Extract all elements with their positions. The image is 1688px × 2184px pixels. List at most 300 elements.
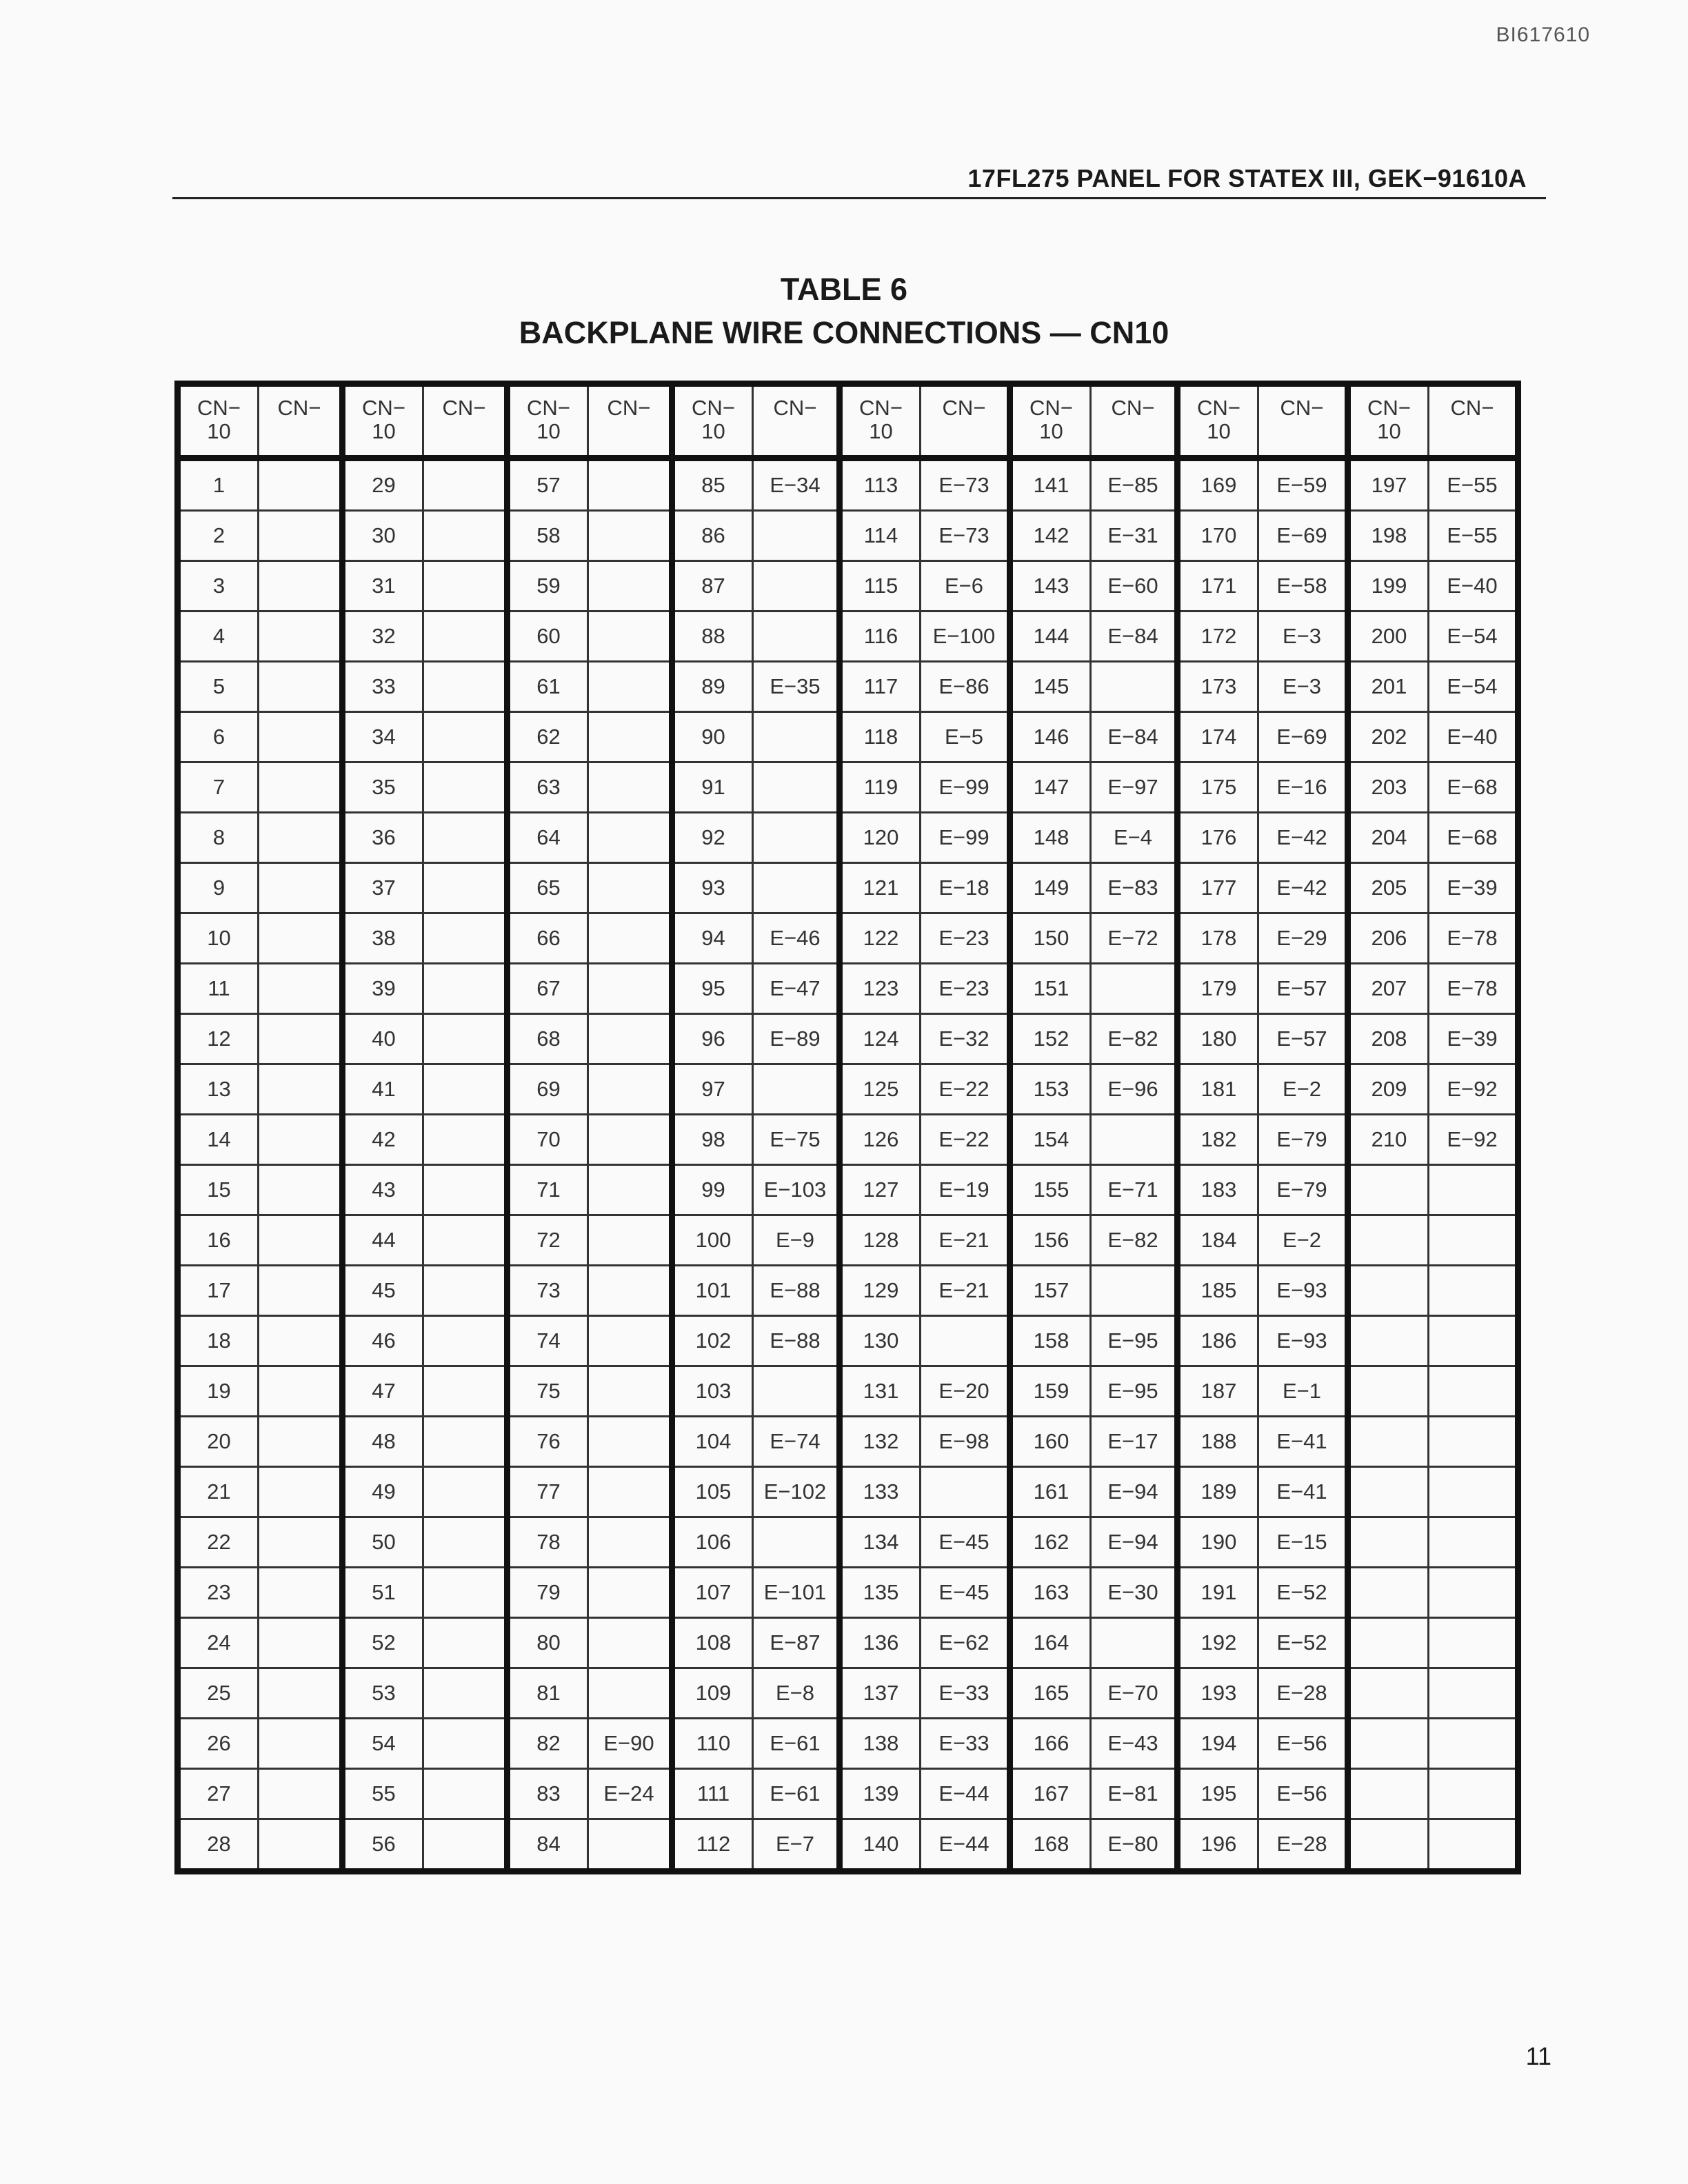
cn10-pin-cell: 127 <box>840 1165 921 1215</box>
cn10-pin-cell: 72 <box>508 1215 588 1266</box>
connection-cell <box>259 1366 343 1417</box>
connection-cell <box>1429 1618 1518 1668</box>
connection-cell: E−19 <box>921 1165 1010 1215</box>
connection-cell: E−2 <box>1258 1215 1348 1266</box>
table-row <box>178 1668 1518 1719</box>
cn10-pin-cell <box>1348 1668 1429 1719</box>
connection-cell: E−45 <box>921 1517 1010 1568</box>
connection-cell: E−95 <box>1091 1316 1178 1366</box>
connection-cell: E−81 <box>1091 1769 1178 1819</box>
connection-cell: E−33 <box>921 1668 1010 1719</box>
connection-cell: E−8 <box>753 1668 840 1719</box>
connection-cell <box>588 1668 672 1719</box>
cn10-pin-cell: 201 <box>1348 662 1429 712</box>
cn10-pin-cell: 193 <box>1178 1668 1258 1719</box>
column-header-line1: CN− <box>1280 396 1324 420</box>
cn10-pin-cell: 209 <box>1348 1064 1429 1115</box>
table-row <box>178 1014 1518 1064</box>
connection-cell: E−75 <box>753 1115 840 1165</box>
cn10-pin-cell: 171 <box>1178 561 1258 611</box>
cn10-pin-cell: 110 <box>672 1719 753 1769</box>
connection-cell: E−74 <box>753 1417 840 1467</box>
column-header <box>508 384 588 458</box>
cn10-pin-cell: 9 <box>178 863 259 913</box>
cn10-pin-cell: 35 <box>343 762 423 813</box>
cn10-pin-cell: 208 <box>1348 1014 1429 1064</box>
connection-cell: E−33 <box>921 1719 1010 1769</box>
cn10-pin-cell <box>1348 1467 1429 1517</box>
column-header <box>1258 384 1348 458</box>
connection-cell: E−9 <box>753 1215 840 1266</box>
cn10-pin-cell: 109 <box>672 1668 753 1719</box>
cn10-pin-cell: 80 <box>508 1618 588 1668</box>
cn10-pin-cell: 1 <box>212 473 225 497</box>
cn10-pin-cell: 69 <box>508 1064 588 1115</box>
connection-cell <box>423 1819 508 1872</box>
cn10-pin-cell: 165 <box>1010 1668 1091 1719</box>
cn10-pin-cell: 42 <box>343 1115 423 1165</box>
connection-cell: E−71 <box>1091 1165 1178 1215</box>
connection-cell: E−94 <box>1091 1467 1178 1517</box>
connection-cell <box>259 611 343 662</box>
cn10-pin-cell: 77 <box>508 1467 588 1517</box>
cn10-pin-cell: 113 <box>840 458 921 511</box>
cn10-pin-cell: 76 <box>508 1417 588 1467</box>
connection-cell <box>588 762 672 813</box>
cn10-pin-cell: 152 <box>1010 1014 1091 1064</box>
connection-cell: E−3 <box>1258 662 1348 712</box>
connection-cell: E−83 <box>1091 863 1178 913</box>
cn10-pin-cell: 86 <box>672 511 753 561</box>
cn10-pin-cell: 85 <box>672 458 753 511</box>
cn10-pin-cell: 156 <box>1010 1215 1091 1266</box>
cn10-pin-cell: 185 <box>1178 1266 1258 1316</box>
connection-cell <box>423 611 508 662</box>
cn10-pin-cell: 38 <box>343 913 423 964</box>
cn10-pin-cell: 188 <box>1178 1417 1258 1467</box>
cn10-pin-cell: 177 <box>1178 863 1258 913</box>
connection-cell <box>423 662 508 712</box>
connection-cell: E−44 <box>921 1769 1010 1819</box>
table-row <box>178 1417 1518 1467</box>
cn10-pin-cell: 134 <box>840 1517 921 1568</box>
cn10-pin-cell: 27 <box>178 1769 259 1819</box>
connection-cell <box>259 913 343 964</box>
connection-cell: E−24 <box>588 1769 672 1819</box>
cn10-pin-cell: 170 <box>1178 511 1258 561</box>
cn10-pin-cell: 169 <box>1178 458 1258 511</box>
connection-cell <box>423 1266 508 1316</box>
column-header-line1: CN− <box>1367 396 1411 420</box>
cn10-pin-cell: 163 <box>1010 1568 1091 1618</box>
cn10-pin-cell: 168 <box>1010 1819 1091 1872</box>
connection-cell: E−23 <box>921 964 1010 1014</box>
connection-cell <box>259 1517 343 1568</box>
cn10-pin-cell: 128 <box>840 1215 921 1266</box>
table-row <box>178 662 1518 712</box>
connection-cell <box>423 1568 508 1618</box>
cn10-pin-cell: 16 <box>178 1215 259 1266</box>
table-row <box>178 1165 1518 1215</box>
cn10-pin-cell: 56 <box>343 1819 423 1872</box>
connection-cell <box>1429 1819 1518 1872</box>
connection-cell: E−39 <box>1429 1014 1518 1064</box>
column-header-line2: 10 <box>869 419 893 443</box>
connection-cell <box>1429 1517 1518 1568</box>
cn10-pin-cell: 11 <box>178 964 259 1014</box>
connection-cell <box>259 1668 343 1719</box>
connection-cell <box>259 1215 343 1266</box>
cn10-pin-cell: 87 <box>672 561 753 611</box>
cn10-pin-cell: 119 <box>840 762 921 813</box>
connection-cell: E−43 <box>1091 1719 1178 1769</box>
connection-cell <box>588 561 672 611</box>
connection-cell: E−1 <box>1258 1366 1348 1417</box>
connection-cell: E−85 <box>1091 458 1178 511</box>
column-header-line2 <box>259 420 339 443</box>
cn10-pin-cell: 53 <box>343 1668 423 1719</box>
cn10-pin-cell: 54 <box>343 1719 423 1769</box>
connection-cell <box>259 762 343 813</box>
column-header-line2: 10 <box>536 419 561 443</box>
cn10-pin-cell: 129 <box>840 1266 921 1316</box>
connection-cell <box>259 813 343 863</box>
cn10-pin-cell: 187 <box>1178 1366 1258 1417</box>
cn10-pin-cell: 52 <box>343 1618 423 1668</box>
page-number: 11 <box>1525 2042 1551 2070</box>
cn10-pin-cell: 183 <box>1178 1165 1258 1215</box>
cn10-pin-cell: 93 <box>672 863 753 913</box>
column-header <box>588 384 672 458</box>
column-header <box>343 384 423 458</box>
connection-cell: E−93 <box>1258 1316 1348 1366</box>
connection-cell <box>423 1467 508 1517</box>
connection-cell: E−57 <box>1258 964 1348 1014</box>
connection-cell <box>259 1719 343 1769</box>
connection-cell: E−79 <box>1258 1165 1348 1215</box>
connection-cell <box>1091 662 1178 712</box>
connection-cell: E−57 <box>1258 1014 1348 1064</box>
cn10-pin-cell: 73 <box>508 1266 588 1316</box>
cn10-pin-cell: 25 <box>178 1668 259 1719</box>
cn10-pin-cell: 174 <box>1178 712 1258 762</box>
cn10-pin-cell: 136 <box>840 1618 921 1668</box>
cn10-pin-cell: 176 <box>1178 813 1258 863</box>
cn10-pin-cell: 4 <box>178 611 259 662</box>
connection-cell <box>423 1165 508 1215</box>
cn10-pin-cell: 6 <box>178 712 259 762</box>
cn10-pin-cell: 194 <box>1178 1719 1258 1769</box>
connection-cell <box>259 1266 343 1316</box>
column-header-line2: 10 <box>1207 419 1231 443</box>
cn10-pin-cell: 195 <box>1178 1769 1258 1819</box>
connection-cell: E−70 <box>1091 1668 1178 1719</box>
connection-cell <box>259 511 343 561</box>
connection-cell <box>753 561 840 611</box>
table-row <box>178 964 1518 1014</box>
connection-cell: E−59 <box>1258 458 1348 511</box>
cn10-pin-cell: 190 <box>1178 1517 1258 1568</box>
connection-cell <box>259 1115 343 1165</box>
cn10-pin-cell: 79 <box>508 1568 588 1618</box>
cn10-pin-cell: 88 <box>672 611 753 662</box>
connection-cell <box>1429 1165 1518 1215</box>
connection-cell: E−98 <box>921 1417 1010 1467</box>
cn10-pin-cell: 99 <box>672 1165 753 1215</box>
connection-cell <box>588 1618 672 1668</box>
cn10-pin-cell: 162 <box>1010 1517 1091 1568</box>
cn10-pin-cell: 89 <box>672 662 753 712</box>
column-header-line2 <box>921 420 1007 443</box>
connection-cell <box>753 813 840 863</box>
column-header-line1: CN− <box>692 396 735 420</box>
cn10-pin-cell: 107 <box>672 1568 753 1618</box>
cn10-pin-cell: 121 <box>840 863 921 913</box>
connection-cell: E−61 <box>753 1719 840 1769</box>
cn10-pin-cell: 172 <box>1178 611 1258 662</box>
connection-cell <box>1091 1266 1178 1316</box>
cn10-pin-cell: 82 <box>508 1719 588 1769</box>
cn10-pin-cell: 48 <box>343 1417 423 1467</box>
cn10-pin-cell: 126 <box>840 1115 921 1165</box>
cn10-pin-cell: 159 <box>1010 1366 1091 1417</box>
connection-cell <box>423 1719 508 1769</box>
cn10-pin-cell: 97 <box>672 1064 753 1115</box>
connection-cell: E−95 <box>1091 1366 1178 1417</box>
cn10-pin-cell: 178 <box>1178 913 1258 964</box>
column-header-line1: CN− <box>1111 396 1155 420</box>
column-header <box>1429 384 1518 458</box>
connection-cell: E−28 <box>1258 1668 1348 1719</box>
connection-cell: E−94 <box>1091 1517 1178 1568</box>
cn10-pin-cell: 62 <box>508 712 588 762</box>
connection-cell: E−92 <box>1429 1064 1518 1115</box>
connection-cell <box>423 1014 508 1064</box>
cn10-pin-cell: 101 <box>672 1266 753 1316</box>
cn10-pin-cell: 147 <box>1010 762 1091 813</box>
table-row <box>178 1618 1518 1668</box>
cn10-pin-cell: 58 <box>508 511 588 561</box>
cn10-pin-cell: 3 <box>178 561 259 611</box>
cn10-pin-cell: 103 <box>672 1366 753 1417</box>
cn10-pin-cell: 102 <box>672 1316 753 1366</box>
cn10-pin-cell: 108 <box>672 1618 753 1668</box>
connection-cell <box>259 964 343 1014</box>
cn10-pin-cell: 50 <box>343 1517 423 1568</box>
cn10-pin-cell: 84 <box>508 1819 588 1872</box>
connection-cell <box>1091 1115 1178 1165</box>
cn10-pin-cell: 90 <box>672 712 753 762</box>
connection-cell: E−103 <box>753 1165 840 1215</box>
cn10-pin-cell: 123 <box>840 964 921 1014</box>
connection-cell: E−92 <box>1429 1115 1518 1165</box>
cn10-pin-cell: 197 <box>1348 458 1429 511</box>
connection-cell: E−23 <box>921 913 1010 964</box>
connection-cell: E−42 <box>1258 863 1348 913</box>
table-row <box>178 1769 1518 1819</box>
connection-cell: E−99 <box>921 762 1010 813</box>
connection-cell: E−30 <box>1091 1568 1178 1618</box>
cn10-pin-cell: 45 <box>343 1266 423 1316</box>
connection-cell: E−4 <box>1091 813 1178 863</box>
column-header-line2: 10 <box>372 419 396 443</box>
cn10-pin-cell: 166 <box>1010 1719 1091 1769</box>
connection-cell: E−73 <box>921 511 1010 561</box>
connection-cell: E−78 <box>1429 964 1518 1014</box>
connection-cell: E−28 <box>1258 1819 1348 1872</box>
connection-cell <box>1429 1417 1518 1467</box>
connection-cell <box>588 1417 672 1467</box>
connection-cell: E−73 <box>921 458 1010 511</box>
connection-cell <box>588 1115 672 1165</box>
connection-cell <box>1429 1769 1518 1819</box>
connection-cell <box>423 964 508 1014</box>
cn10-pin-cell: 65 <box>508 863 588 913</box>
cn10-pin-cell: 137 <box>840 1668 921 1719</box>
cn10-pin-cell <box>1348 1266 1429 1316</box>
cn10-pin-cell <box>1348 1719 1429 1769</box>
connection-cell: E−54 <box>1429 611 1518 662</box>
cn10-pin-cell: 12 <box>178 1014 259 1064</box>
cn10-pin-cell: 24 <box>178 1618 259 1668</box>
cn10-pin-cell: 205 <box>1348 863 1429 913</box>
cn10-pin-cell: 57 <box>508 458 588 511</box>
column-header <box>1348 384 1429 458</box>
table-row <box>178 1316 1518 1366</box>
cn10-pin-cell <box>1348 1517 1429 1568</box>
connection-cell: E−97 <box>1091 762 1178 813</box>
cn10-pin-cell: 71 <box>508 1165 588 1215</box>
connection-cell <box>588 1064 672 1115</box>
column-header <box>178 384 259 458</box>
connection-cell: E−34 <box>753 458 840 511</box>
cn10-pin-cell: 143 <box>1010 561 1091 611</box>
cn10-pin-cell: 157 <box>1010 1266 1091 1316</box>
cn10-pin-cell: 14 <box>178 1115 259 1165</box>
cn10-pin-cell: 94 <box>672 913 753 964</box>
connection-cell: E−3 <box>1258 611 1348 662</box>
connection-cell: E−52 <box>1258 1618 1348 1668</box>
connection-cell: E−47 <box>753 964 840 1014</box>
cn10-pin-cell: 46 <box>343 1316 423 1366</box>
cn10-pin-cell: 55 <box>343 1769 423 1819</box>
connection-cell: E−87 <box>753 1618 840 1668</box>
connection-cell: E−69 <box>1258 511 1348 561</box>
connection-cell: E−16 <box>1258 762 1348 813</box>
connection-cell: E−60 <box>1091 561 1178 611</box>
cn10-pin-cell: 22 <box>178 1517 259 1568</box>
connection-cell <box>1429 1719 1518 1769</box>
connection-cell <box>1091 964 1178 1014</box>
connection-cell <box>259 1064 343 1115</box>
table-row <box>178 863 1518 913</box>
cn10-pin-cell: 7 <box>178 762 259 813</box>
cn10-pin-cell: 95 <box>672 964 753 1014</box>
cn10-pin-cell: 161 <box>1010 1467 1091 1517</box>
connection-cell: E−42 <box>1258 813 1348 863</box>
cn10-pin-cell: 59 <box>508 561 588 611</box>
column-header <box>921 384 1010 458</box>
connection-cell <box>423 762 508 813</box>
connection-cell <box>588 511 672 561</box>
connection-cell: E−68 <box>1429 762 1518 813</box>
connection-cell <box>588 913 672 964</box>
cn10-pin-cell: 60 <box>508 611 588 662</box>
connection-cell <box>259 1769 343 1819</box>
cn10-pin-cell: 153 <box>1010 1064 1091 1115</box>
connection-cell: E−6 <box>921 561 1010 611</box>
cn10-pin-cell: 144 <box>1010 611 1091 662</box>
column-header-line1: CN− <box>527 396 570 420</box>
cn10-pin-cell: 44 <box>343 1215 423 1266</box>
cn10-pin-cell <box>1348 1819 1429 1872</box>
connection-cell <box>753 611 840 662</box>
cn10-pin-cell: 51 <box>343 1568 423 1618</box>
cn10-pin-cell: 173 <box>1178 662 1258 712</box>
connection-cell <box>259 1467 343 1517</box>
connection-cell <box>753 1366 840 1417</box>
column-header-line1: CN− <box>1197 396 1240 420</box>
cn10-pin-cell: 49 <box>343 1467 423 1517</box>
cn10-pin-cell: 106 <box>672 1517 753 1568</box>
table-row <box>178 913 1518 964</box>
connection-cell <box>259 1165 343 1215</box>
connection-cell: E−89 <box>753 1014 840 1064</box>
cn10-pin-cell: 28 <box>178 1819 259 1872</box>
cn10-pin-cell <box>1348 1417 1429 1467</box>
connection-cell: E−72 <box>1091 913 1178 964</box>
table-row <box>178 1366 1518 1417</box>
cn10-pin-cell: 160 <box>1010 1417 1091 1467</box>
connection-cell <box>423 561 508 611</box>
connection-cell: E−55 <box>1429 458 1518 511</box>
table-row <box>178 458 1518 511</box>
connection-cell <box>1429 1215 1518 1266</box>
column-header <box>672 384 753 458</box>
column-header-line2: 10 <box>701 419 725 443</box>
connection-cell: E−100 <box>921 611 1010 662</box>
connection-cell <box>588 611 672 662</box>
connection-cell: E−17 <box>1091 1417 1178 1467</box>
column-header-line1: CN− <box>277 396 321 420</box>
connection-cell <box>753 712 840 762</box>
connection-cell: E−58 <box>1258 561 1348 611</box>
cn10-pin-cell: 130 <box>840 1316 921 1366</box>
cn10-pin-cell: 2 <box>178 511 259 561</box>
connection-cell <box>588 712 672 762</box>
connection-cell: E−79 <box>1258 1115 1348 1165</box>
connection-cell <box>423 458 508 511</box>
cn10-pin-cell: 18 <box>178 1316 259 1366</box>
cn10-pin-cell: 112 <box>672 1819 753 1872</box>
column-header-line2 <box>424 420 504 443</box>
cn10-pin-cell: 68 <box>508 1014 588 1064</box>
cn10-pin-cell: 115 <box>840 561 921 611</box>
cn10-pin-cell: 19 <box>178 1366 259 1417</box>
connection-cell <box>1091 1618 1178 1668</box>
cn10-pin-cell: 182 <box>1178 1115 1258 1165</box>
cn10-pin-cell: 210 <box>1348 1115 1429 1165</box>
cn10-pin-cell: 158 <box>1010 1316 1091 1366</box>
cn10-pin-cell: 37 <box>343 863 423 913</box>
connection-cell <box>1429 1366 1518 1417</box>
cn10-pin-cell: 31 <box>343 561 423 611</box>
cn10-pin-cell: 142 <box>1010 511 1091 561</box>
connection-cell: E−82 <box>1091 1215 1178 1266</box>
column-header-line2 <box>589 420 669 443</box>
connection-cell: E−35 <box>753 662 840 712</box>
connection-cell <box>423 1517 508 1568</box>
